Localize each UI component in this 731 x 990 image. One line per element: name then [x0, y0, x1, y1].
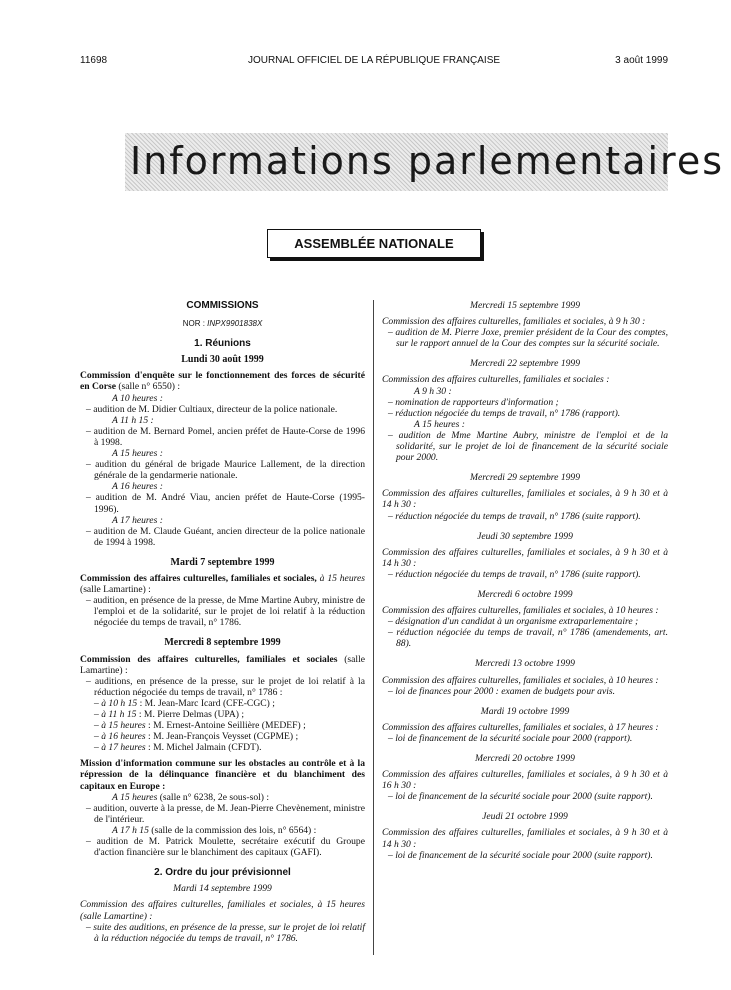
time-slot [80, 792, 365, 803]
day-heading: Lundi 30 août 1999 [181, 354, 264, 366]
day-heading: Mardi 19 octobre 1999 [480, 705, 570, 717]
agenda-item: – audition de Mme Martine Aubry, ministre de l'emploi et de la solidarité, sur le projet de loi de financement de la sécurité sociale pour 2000. [388, 429, 668, 464]
commission-heading: Commission des affaires culturelles, familiales et sociales, à 9 h 30 et à 14 h 30 : [382, 827, 668, 850]
hearing-slot [80, 698, 365, 709]
journal-title: JOURNAL OFFICIEL DE LA RÉPUBLIQUE FRANÇAISE [247, 55, 501, 66]
hearing-time: – à 15 heures [94, 720, 146, 732]
hearing-guest: : M. Michel Jalmain (CFDT). [145, 742, 262, 754]
issue-date: 3 août 1999 [615, 55, 668, 66]
agenda-item: – nomination de rapporteurs d'information ; [388, 396, 559, 408]
nor-line [80, 318, 365, 329]
commission-title: Commission d'enquête sur le fonctionnement des forces de sécurité en Corse [80, 370, 365, 393]
slot-time: A 17 h 15 [112, 824, 149, 836]
subsection-reunions: 1. Réunions [194, 338, 251, 350]
day-heading: Mercredi 20 octobre 1999 [475, 753, 575, 764]
hearing-slot [80, 709, 365, 720]
commission-heading: Commission des affaires culturelles, familiales et sociales, à 9 h 30 et à 16 h 30 : [382, 769, 668, 792]
time-slot: A 17 heures : [112, 514, 163, 526]
right-column [382, 300, 668, 861]
assembly-box [267, 229, 481, 258]
agenda-item: – audition de M. Bernard Pomel, ancien préfet de Haute-Corse de 1996 à 1998. [86, 425, 365, 448]
day-heading: Mercredi 22 septembre 1999 [469, 358, 581, 370]
section-banner [125, 133, 724, 191]
hearing-guest: : M. Jean-François Veysset (CGPME) ; [145, 731, 299, 743]
agenda-item: – audition de M. Pierre Joxe, premier président de la Cour des comptes, sur le rapport annuel de la Cour des comptes sur la sécurité sociale. [388, 327, 668, 350]
commission-time: à 15 heures [316, 572, 365, 584]
hearing-slot [80, 731, 365, 742]
agenda-item: – loi de finances pour 2000 : examen de budgets pour avis. [388, 685, 616, 697]
agenda-item: – réduction négociée du temps de travail, n° 1786 (suite rapport). [388, 568, 641, 580]
commission-heading [80, 370, 365, 392]
agenda-item: – audition du général de brigade Maurice Lallement, de la direction générale de la gendarmerie nationale. [86, 459, 365, 482]
time-slot: A 15 heures : [414, 418, 465, 430]
column-divider [373, 300, 374, 955]
hearing-time: – à 11 h 15 [94, 709, 137, 720]
hearing-time: – à 10 h 15 [94, 697, 138, 709]
hearing-guest: : M. Jean-Marc Icard (CFE-CGC) ; [137, 697, 275, 709]
day-heading: Jeudi 21 octobre 1999 [482, 811, 568, 823]
day-heading: Mercredi 8 septembre 1999 [164, 637, 281, 649]
agenda-item: – désignation d'un candidat à un organisme extraparlementaire ; [388, 616, 639, 628]
day-heading: Jeudi 30 septembre 1999 [477, 530, 573, 542]
day-heading: Mardi 14 septembre 1999 [173, 883, 272, 895]
running-header [80, 55, 668, 69]
commission-heading [80, 573, 365, 595]
section-title: COMMISSIONS [186, 300, 259, 311]
day-heading: Mercredi 6 octobre 1999 [477, 588, 573, 600]
agenda-item: – loi de financement de la sécurité sociale pour 2000 (suite rapport). [388, 849, 653, 861]
commission-title: Commission des affaires culturelles, familiales et sociales [80, 653, 338, 665]
agenda-item: – auditions, en présence de la presse, sur le projet de loi relatif à la réduction négociée du temps de travail, n° 1786 : [86, 675, 365, 698]
time-slot [80, 825, 365, 836]
time-slot: A 15 heures : [112, 448, 163, 460]
day-heading: Mercredi 15 septembre 1999 [469, 300, 581, 311]
hearing-time: – à 17 heures [94, 742, 146, 754]
slot-room: (salle n° 6238, 2e sous-sol) : [157, 791, 270, 803]
commission-room: (salle Lamartine) : [80, 584, 151, 596]
banner-title: Informations parlementaires [130, 139, 724, 183]
agenda-item: – audition de M. Claude Guéant, ancien directeur de la police nationale de 1994 à 1998. [86, 525, 365, 548]
time-slot: A 11 h 15 : [112, 414, 154, 426]
commission-room: (salle Lamartine) : [80, 653, 365, 676]
hearing-guest: : M. Pierre Delmas (UPA) ; [136, 709, 245, 720]
commission-heading: Commission des affaires culturelles, familiales et sociales, à 10 heures : [382, 605, 659, 617]
agenda-item: – réduction négociée du temps de travail, n° 1786 (amendements, art. 88). [388, 627, 668, 650]
commission-heading: Commission des affaires culturelles, familiales et sociales, à 9 h 30 : [382, 316, 646, 328]
page-number: 11698 [80, 55, 108, 66]
hearing-slot [80, 742, 365, 753]
agenda-item: – audition de M. André Viau, ancien préfet de Haute-Corse (1995-1996). [86, 492, 365, 515]
subsection-ordre-du-jour: 2. Ordre du jour prévisionnel [154, 867, 291, 879]
agenda-item: – loi de financement de la sécurité sociale pour 2000 (suite rapport). [388, 791, 653, 803]
nor-code: INPX9901838X [207, 319, 263, 329]
day-heading: Mercredi 29 septembre 1999 [469, 472, 581, 484]
agenda-item: – audition, ouverte à la presse, de M. Jean-Pierre Chevènement, ministre de l'intérieur. [86, 802, 365, 825]
left-column [80, 300, 365, 944]
hearing-time: – à 16 heures [94, 731, 146, 743]
commission-title: Commission des affaires culturelles, familiales et sociales, [80, 572, 317, 584]
commission-room: (salle n° 6550) : [115, 381, 181, 393]
agenda-item: – loi de financement de la sécurité sociale pour 2000 (rapport). [388, 732, 633, 744]
agenda-item: – suite des auditions, en présence de la presse, sur le projet de loi relatif à la réduction négociée du temps de travail, n° 1786. [86, 921, 365, 944]
commission-heading: Commission des affaires culturelles, familiales et sociales, à 9 h 30 et à 14 h 30 : [382, 546, 668, 569]
hearing-slot [80, 720, 365, 731]
time-slot: A 10 heures : [112, 392, 163, 404]
agenda-item: – réduction négociée du temps de travail, n° 1786 (rapport). [388, 407, 621, 419]
agenda-item: – audition, en présence de la presse, de Mme Martine Aubry, ministre de l'emploi et de la solidarité, sur le projet de loi relatif à la réduction négociée du temps de travail, n° 1786. [86, 595, 365, 629]
commission-heading: Commission des affaires culturelles, familiales et sociales, à 15 heures (salle Lamartine) : [80, 899, 365, 922]
commission-heading: Commission des affaires culturelles, familiales et sociales : [382, 374, 610, 386]
commission-heading: Commission des affaires culturelles, familiales et sociales, à 17 heures : [382, 721, 659, 733]
commission-heading: Commission des affaires culturelles, familiales et sociales, à 9 h 30 et à 14 h 30 : [382, 488, 668, 511]
time-slot: A 16 heures : [112, 481, 163, 493]
day-heading: Mercredi 13 octobre 1999 [475, 658, 575, 670]
slot-room: (salle de la commission des lois, n° 6564) : [148, 824, 317, 836]
day-heading: Mardi 7 septembre 1999 [170, 556, 275, 568]
mission-title: Mission d'information commune sur les obstacles au contrôle et à la répression de la délinquance financière et du blanchiment des capitaux en Europe : [80, 758, 365, 792]
agenda-item: – audition de M. Patrick Moulette, secrétaire exécutif du Groupe d'action financière sur le blanchiment des capitaux (GAFI). [86, 836, 365, 859]
commission-heading [80, 654, 365, 676]
slot-time: A 15 heures [112, 791, 158, 803]
agenda-item: – audition de M. Didier Cultiaux, directeur de la police nationale. [86, 403, 338, 415]
nor-label: NOR : [182, 319, 205, 329]
time-slot: A 9 h 30 : [414, 385, 452, 397]
hearing-guest: : M. Ernest-Antoine Seillière (MEDEF) ; [145, 720, 306, 732]
agenda-item: – réduction négociée du temps de travail, n° 1786 (suite rapport). [388, 510, 641, 522]
commission-heading: Commission des affaires culturelles, familiales et sociales, à 10 heures : [382, 674, 659, 686]
assembly-title: ASSEMBLÉE NATIONALE [294, 236, 454, 251]
